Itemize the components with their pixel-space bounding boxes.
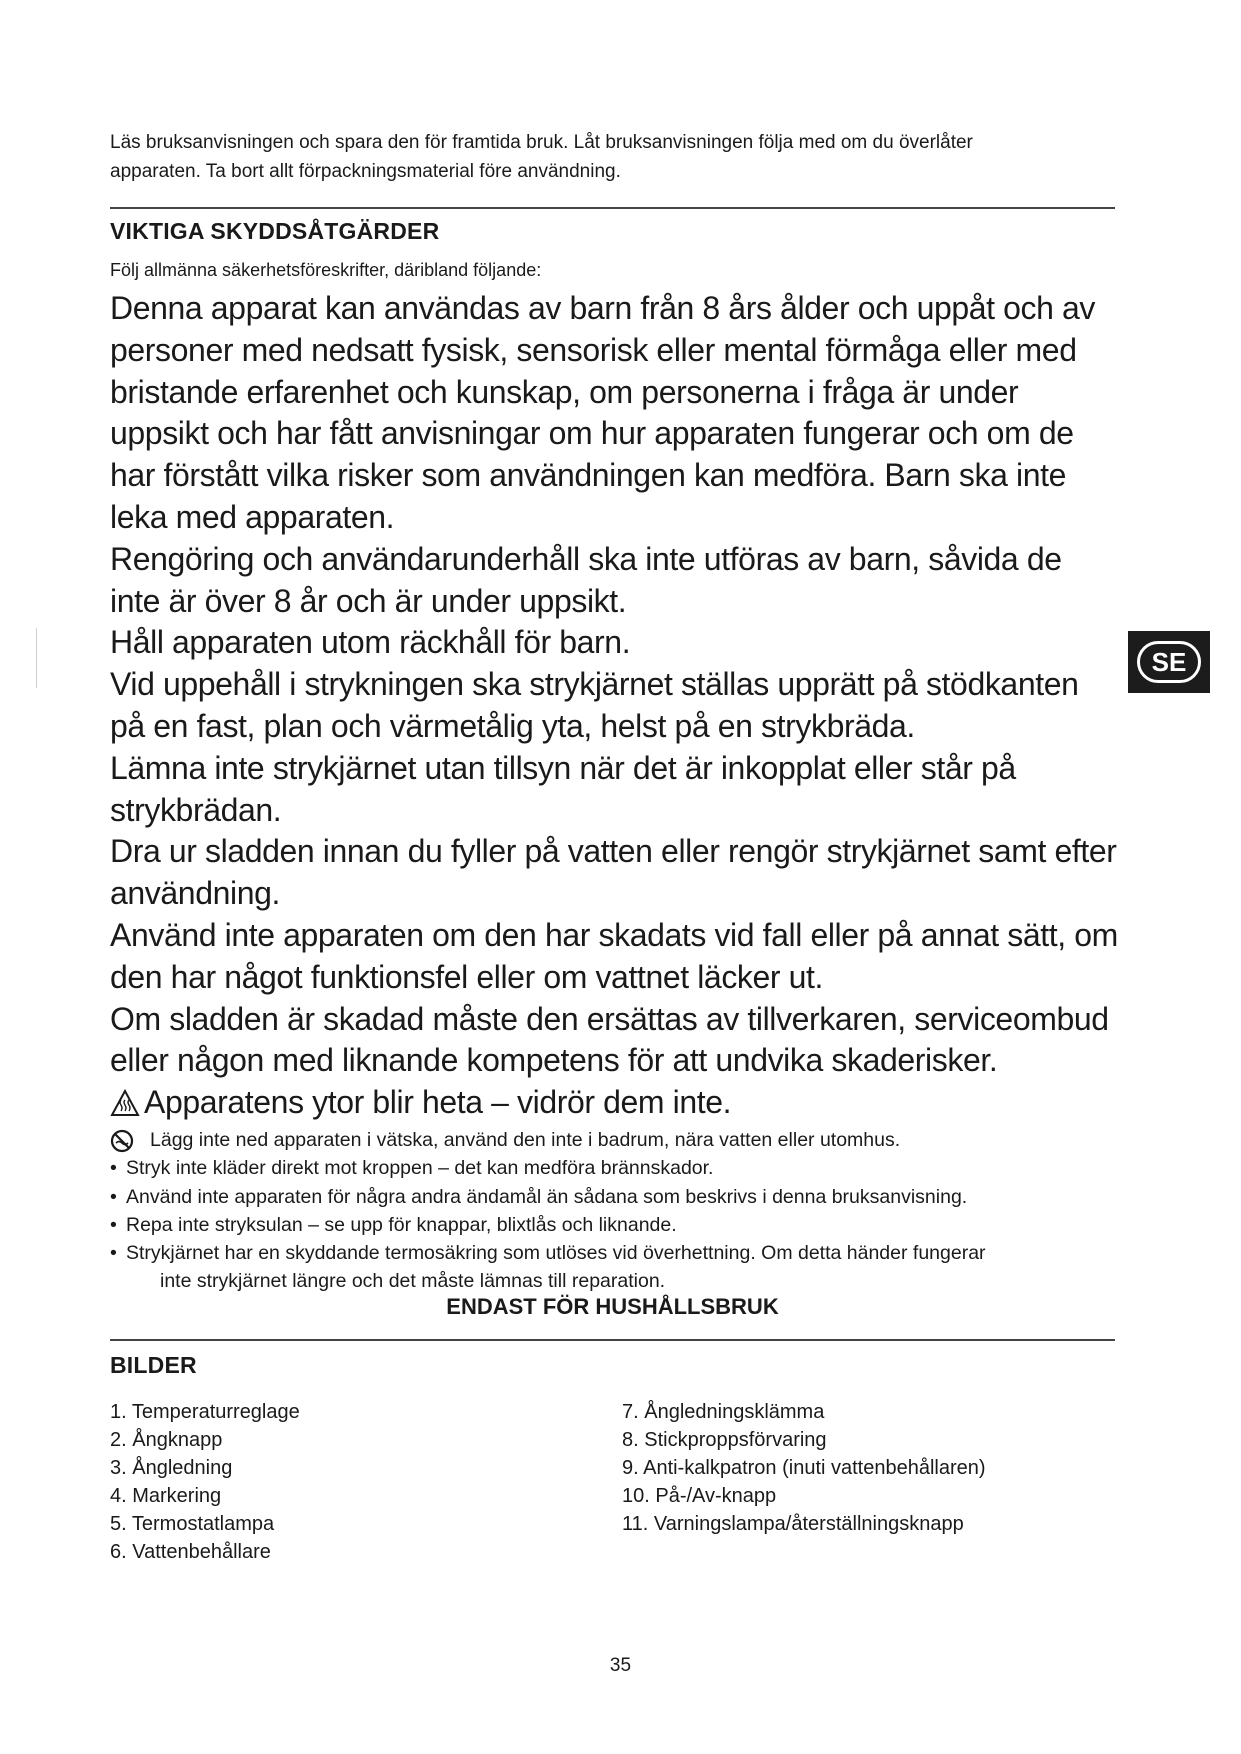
bullet-mark: • — [110, 1185, 117, 1208]
bullet-continuation: inte strykjärnet längre och det måste lämnas till reparation. — [160, 1270, 666, 1293]
list-item — [110, 1239, 1115, 1267]
safety-paragraph: Lämna inte strykjärnet utan tillsyn när det är inkopplat eller står på strykbrädan. — [110, 749, 1016, 828]
intro-text — [110, 128, 1115, 186]
pictures-heading: BILDER — [110, 1352, 197, 1378]
list-item: 2. Ångknapp — [110, 1429, 223, 1451]
safety-heading: VIKTIGA SKYDDSÅTGÄRDER — [110, 218, 440, 244]
parts-list-right — [622, 1398, 986, 1538]
list-item: 1. Temperaturreglage — [110, 1401, 300, 1423]
language-badge-label: SE — [1137, 641, 1201, 683]
safety-paragraph: Om sladden är skadad måste den ersättas av tillverkaren, serviceombud eller någon med liknande kompetens för att undvika skaderisker. — [110, 1000, 1109, 1079]
no-immerse-text: Lägg inte ned apparaten i vätska, använd den inte i badrum, nära vatten eller utomhus. — [150, 1129, 901, 1151]
bullet-mark: • — [110, 1213, 117, 1236]
safety-paragraph: Använd inte apparaten om den har skadats vid fall eller på annat sätt, om den har något funktionsfel eller om vattnet läcker ut. — [110, 916, 1118, 995]
scan-edge-mark — [36, 628, 37, 688]
list-item: 10. På-/Av-knapp — [622, 1485, 777, 1507]
hot-surface-warning-icon — [110, 1089, 140, 1117]
hot-surface-warning — [110, 1082, 1120, 1124]
bullet-text: Stryk inte kläder direkt mot kroppen – det kan medföra brännskador. — [126, 1157, 714, 1180]
safety-paragraph: Rengöring och användarunderhåll ska inte utföras av barn, såvida de inte är över 8 år och är under uppsikt. — [110, 540, 1062, 619]
list-item — [110, 1154, 1115, 1182]
parts-list-left — [110, 1398, 300, 1566]
list-item — [110, 1211, 1115, 1239]
section-divider — [110, 207, 1115, 209]
no-immerse-icon — [110, 1129, 134, 1153]
safety-paragraph: Dra ur sladden innan du fyller på vatten eller rengör strykjärnet samt efter användning. — [110, 833, 1117, 912]
list-item: 8. Stickproppsförvaring — [622, 1429, 827, 1451]
intro-line-2: apparaten. Ta bort allt förpackningsmaterial före användning. — [110, 161, 621, 182]
bullet-mark: • — [110, 1242, 117, 1265]
bullet-text: Repa inte stryksulan – se upp för knappar, blixtlås och liknande. — [126, 1213, 677, 1236]
list-item: 4. Markering — [110, 1485, 222, 1507]
hot-surface-warning-text: Apparatens ytor blir heta – vidrör dem inte. — [144, 1084, 732, 1121]
list-item: 9. Anti-kalkpatron (inuti vattenbehållaren) — [622, 1457, 986, 1479]
language-badge — [1128, 631, 1210, 693]
safety-paragraph: Håll apparaten utom räckhåll för barn. — [110, 624, 631, 661]
household-use-note: ENDAST FÖR HUSHÅLLSBRUK — [446, 1294, 779, 1319]
list-item: 6. Vattenbehållare — [110, 1541, 271, 1563]
no-immerse-warning — [110, 1126, 1115, 1154]
bullet-text: Använd inte apparaten för några andra ändamål än sådana som beskrivs i denna bruksanvisning. — [126, 1185, 968, 1208]
intro-line-1: Läs bruksanvisningen och spara den för framtida bruk. Låt bruksanvisningen följa med om du överlåter — [110, 132, 973, 153]
list-item — [110, 1183, 1115, 1211]
safety-paragraph: Denna apparat kan användas av barn från 8 års ålder och uppåt och av personer med nedsatt fysisk, sensorisk eller mental förmåga eller med bristande erfarenhet och kunskap, om personerna i fråga är under uppsikt och har fått anvisningar om hur apparaten fungerar och om de har förstått vilka risker som användningen kan medföra. Barn ska inte leka med apparaten. — [110, 290, 1096, 535]
section-divider — [110, 1339, 1115, 1341]
list-item: 5. Termostatlampa — [110, 1513, 275, 1535]
safety-paragraph: Vid uppehåll i strykningen ska strykjärnet ställas upprätt på stödkanten på en fast, plan och värmetålig yta, helst på en strykbräda. — [110, 666, 1079, 744]
bullet-text: Strykjärnet har en skyddande termosäkring som utlöses vid överhettning. Om detta händer fungerar — [126, 1242, 986, 1265]
safety-instructions — [110, 288, 1120, 1124]
bullet-mark: • — [110, 1157, 117, 1180]
list-item: 3. Ångledning — [110, 1457, 233, 1479]
safety-bullets — [110, 1126, 1115, 1296]
list-item: 7. Ångledningsklämma — [622, 1401, 825, 1423]
list-item: 11. Varningslampa/återställningsknapp — [622, 1513, 964, 1535]
page-number: 35 — [609, 1655, 632, 1676]
safety-subtitle: Följ allmänna säkerhetsföreskrifter, däribland följande: — [110, 260, 542, 280]
